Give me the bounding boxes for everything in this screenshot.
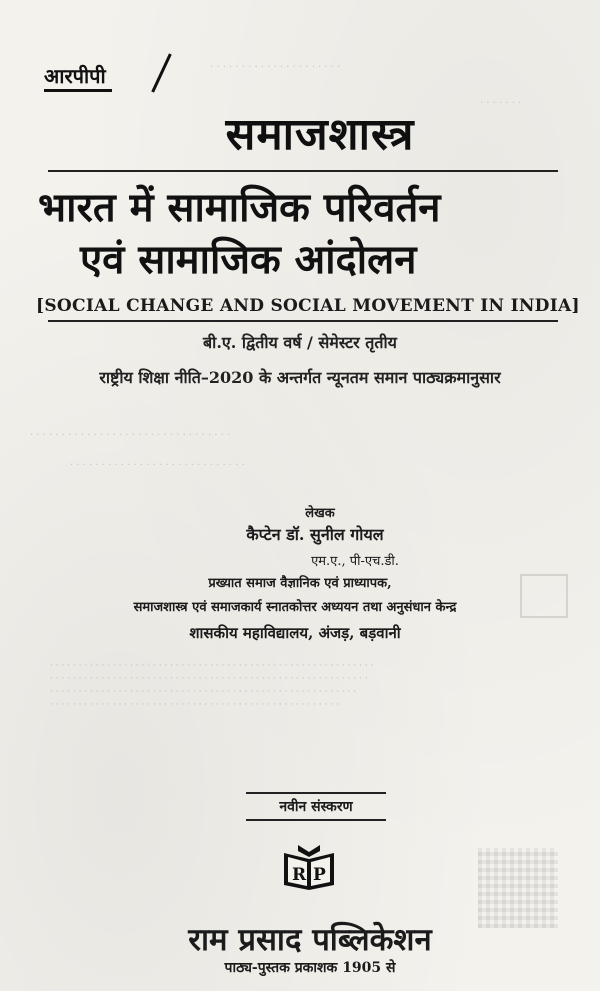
author-block <box>0 503 600 643</box>
series-slash <box>151 53 171 92</box>
author-name: कैप्टेन डॉ. सुनील गोयल <box>246 525 384 544</box>
show-through-qr <box>478 848 558 928</box>
show-through-box <box>520 574 568 618</box>
title-hindi-line2: एवं सामाजिक आंदोलन <box>80 236 417 283</box>
show-through-text: · · · · · · · · · · · · · · · · · · · · · · · · · · · · · · · · <box>30 430 231 441</box>
publisher-tagline: पाठ्य-पुस्तक प्रकाशक 1905 से <box>224 960 396 976</box>
title-hindi-line1: भारत में सामाजिक परिवर्तन <box>38 184 441 231</box>
svg-text:R: R <box>292 865 307 885</box>
author-degrees: एम.ए., पी-एच.डी. <box>311 554 399 569</box>
author-college: शासकीय महाविद्यालय, अंजड़, बड़वानी <box>189 624 401 642</box>
publisher-name: राम प्रसाद पब्लिकेशन <box>188 922 432 958</box>
course-info: बी.ए. द्वितीय वर्ष / सेमेस्टर तृतीय <box>203 333 397 352</box>
title-english: [SOCIAL CHANGE AND SOCIAL MOVEMENT IN INDIA] <box>36 296 580 316</box>
author-designation: प्रख्यात समाज वैज्ञानिक एवं प्राध्यापक, <box>208 576 392 591</box>
open-book-rp-logo-icon <box>280 843 338 891</box>
author-label: लेखक <box>305 506 335 521</box>
edition-label: नवीन संस्करण <box>246 792 386 821</box>
subject-heading: समाजशास्त्र <box>225 109 415 160</box>
policy-note: राष्ट्रीय शिक्षा नीति–2020 के अन्तर्गत न्यूनतम समान पाठ्यक्रमानुसार <box>99 368 501 387</box>
show-through-block: · · · · · · · · · · · · · · · · · · · · · · · · · · · · · · · · · · · · · · · · · · · · · · · · · · · · · · · · · · · · · · · · · · · · · · · · · · · · · · · · · · · · · · · · · · · · · · · · · · · · · · · · · · · · · · · · · · · · · · · · · · · · · · · · · · · · · · · · · · · · · · · · · · · · · · · · · · · · · · · · · · · · · · · · · · · · · · · · · · · · · · · · · · · · · · · · · · · · · · · · · · · · · · · · · · · · · · · · · · <box>50 661 374 710</box>
divider <box>48 320 558 322</box>
svg-text:P: P <box>313 865 326 885</box>
divider <box>48 170 558 172</box>
series-tag: आरपीपी <box>44 62 112 92</box>
show-through-text: · · · · · · · · · · · · · · · · · · · · · <box>210 62 341 73</box>
author-department: समाजशास्त्र एवं समाजकार्य स्नातकोत्तर अध्ययन तथा अनुसंधान केन्द्र <box>133 600 457 615</box>
show-through-text: · · · · · · · <box>480 98 522 109</box>
show-through-text: · · · · · · · · · · · · · · · · · · · · · · · · · · · · <box>70 460 245 471</box>
